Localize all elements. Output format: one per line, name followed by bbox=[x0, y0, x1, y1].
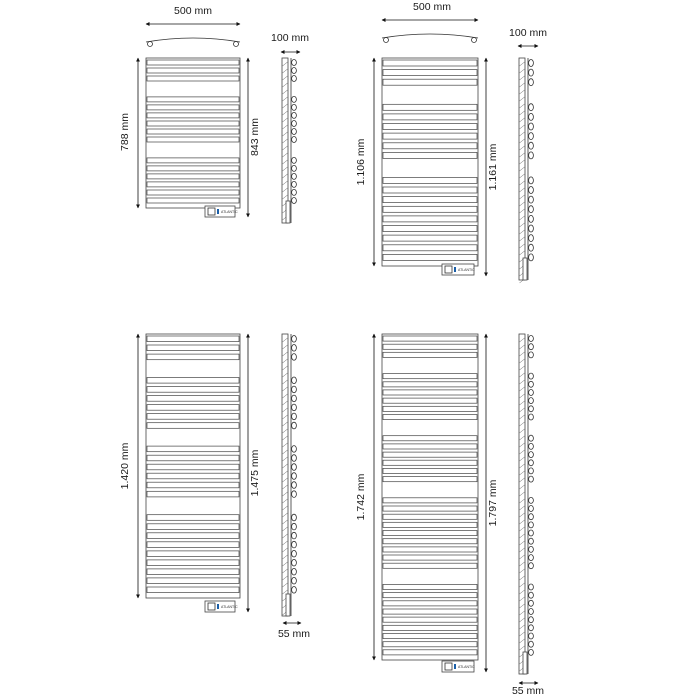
diagram-4 bbox=[355, 334, 544, 697]
d1-height-label: 788 mm bbox=[119, 113, 131, 151]
d2-top-rail bbox=[382, 34, 478, 38]
towel-bar bbox=[147, 198, 239, 203]
d1-side-view bbox=[282, 58, 296, 223]
side-bar-profile bbox=[529, 206, 534, 213]
towel-bar bbox=[147, 68, 239, 73]
side-bar-profile bbox=[292, 60, 297, 66]
diagram-3 bbox=[119, 334, 310, 640]
towel-bar bbox=[383, 197, 477, 203]
side-bar-profile bbox=[292, 354, 297, 361]
towel-bar bbox=[147, 121, 239, 126]
side-bar-profile bbox=[292, 550, 297, 557]
towel-bar bbox=[147, 137, 239, 142]
d2-total-height-label: 1.161 mm bbox=[487, 143, 499, 191]
side-bar-profile bbox=[529, 497, 534, 503]
side-bar-profile bbox=[529, 530, 534, 536]
towel-bar bbox=[383, 216, 477, 222]
towel-bar bbox=[383, 539, 477, 544]
side-bar-profile bbox=[529, 104, 534, 111]
towel-bar bbox=[383, 398, 477, 403]
side-bar-profile bbox=[292, 173, 297, 179]
side-bar-profile bbox=[529, 649, 534, 655]
d1-width-label: 500 mm bbox=[174, 5, 212, 17]
towel-bar bbox=[383, 547, 477, 552]
d2-side-view bbox=[519, 58, 533, 283]
towel-bar bbox=[383, 436, 477, 441]
towel-bar bbox=[383, 642, 477, 647]
side-bar-profile bbox=[292, 523, 297, 530]
side-bar-profile bbox=[292, 455, 297, 462]
side-bar-profile bbox=[292, 104, 297, 110]
side-bar-profile bbox=[292, 121, 297, 127]
side-bar-profile bbox=[292, 532, 297, 539]
towel-bar bbox=[147, 387, 239, 393]
towel-bar bbox=[383, 226, 477, 232]
side-bar-profile bbox=[529, 563, 534, 569]
side-bar-profile bbox=[529, 225, 534, 232]
side-bar-profile bbox=[292, 386, 297, 393]
d1-bracket-left bbox=[148, 42, 153, 47]
towel-bar bbox=[383, 114, 477, 120]
towel-bar bbox=[383, 344, 477, 349]
side-bar-profile bbox=[292, 198, 297, 204]
towel-bar bbox=[147, 464, 239, 470]
towel-bar bbox=[147, 166, 239, 171]
side-bar-profile bbox=[529, 69, 534, 76]
d4-bottom-label: 55 mm bbox=[511, 685, 545, 697]
side-bar-profile bbox=[529, 244, 534, 251]
towel-bar bbox=[147, 174, 239, 179]
side-bar-profile bbox=[292, 189, 297, 195]
side-bar-profile bbox=[292, 446, 297, 453]
towel-bar bbox=[147, 76, 239, 81]
towel-bar bbox=[147, 190, 239, 195]
towel-bar bbox=[383, 563, 477, 568]
side-bar-profile bbox=[529, 443, 534, 449]
towel-bar bbox=[147, 515, 239, 521]
towel-bar bbox=[147, 414, 239, 420]
d2-bracket-left bbox=[384, 38, 389, 43]
side-bar-profile bbox=[529, 177, 534, 184]
side-bar-profile bbox=[529, 460, 534, 466]
side-bar-profile bbox=[292, 68, 297, 74]
towel-bar bbox=[383, 601, 477, 606]
side-bar-profile bbox=[529, 584, 534, 590]
side-bar-profile bbox=[529, 133, 534, 140]
side-bar-profile bbox=[529, 506, 534, 512]
towel-bar bbox=[383, 593, 477, 598]
side-bar-profile bbox=[529, 187, 534, 194]
towel-bar bbox=[383, 133, 477, 139]
towel-bar bbox=[147, 455, 239, 461]
towel-bar bbox=[147, 533, 239, 539]
towel-bar bbox=[147, 182, 239, 187]
towel-bar bbox=[383, 584, 477, 589]
d2-control-box bbox=[442, 264, 475, 275]
towel-bar bbox=[383, 70, 477, 76]
towel-bar bbox=[383, 415, 477, 420]
d3-side-view bbox=[282, 334, 296, 616]
towel-bar bbox=[383, 390, 477, 395]
towel-bar bbox=[147, 396, 239, 402]
side-bar-profile bbox=[529, 641, 534, 647]
side-bar-profile bbox=[529, 344, 534, 350]
towel-bar bbox=[383, 555, 477, 560]
side-bar-profile bbox=[292, 404, 297, 411]
d2-control-text: ATLANTIC bbox=[458, 268, 475, 272]
side-bar-profile bbox=[529, 215, 534, 222]
towel-bar bbox=[147, 524, 239, 530]
side-bar-profile bbox=[292, 473, 297, 480]
side-bar-profile bbox=[292, 181, 297, 187]
side-bar-profile bbox=[529, 196, 534, 203]
towel-bar bbox=[383, 522, 477, 527]
d2-depth-label: 100 mm bbox=[509, 27, 547, 39]
side-bar-profile bbox=[529, 538, 534, 544]
towel-bar bbox=[147, 587, 239, 593]
side-bar-profile bbox=[292, 587, 297, 594]
d2-height-label: 1.106 mm bbox=[355, 138, 367, 186]
towel-bar bbox=[147, 551, 239, 557]
side-bar-profile bbox=[292, 377, 297, 384]
side-bar-profile bbox=[292, 157, 297, 163]
towel-bar bbox=[147, 578, 239, 584]
towel-bar bbox=[383, 531, 477, 536]
side-bar-profile bbox=[292, 413, 297, 420]
towel-bar bbox=[383, 609, 477, 614]
side-bar-profile bbox=[292, 345, 297, 352]
side-bar-profile bbox=[292, 577, 297, 584]
towel-bar bbox=[383, 254, 477, 260]
d4-total-height-label: 1.797 mm bbox=[487, 479, 499, 527]
side-bar-profile bbox=[529, 390, 534, 396]
towel-bar bbox=[147, 105, 239, 110]
side-bar-profile bbox=[529, 336, 534, 342]
towel-bar bbox=[147, 482, 239, 488]
d4-height-label: 1.742 mm bbox=[355, 473, 367, 521]
side-bar-profile bbox=[292, 96, 297, 102]
towel-bar bbox=[147, 423, 239, 429]
towel-bar bbox=[383, 187, 477, 193]
towel-bar bbox=[147, 569, 239, 575]
side-bar-profile bbox=[529, 398, 534, 404]
d1-top-rail bbox=[146, 38, 240, 42]
side-bar-profile bbox=[529, 352, 534, 358]
towel-bar bbox=[147, 542, 239, 548]
towel-bar bbox=[383, 352, 477, 357]
side-bar-profile bbox=[529, 476, 534, 482]
side-bar-profile bbox=[529, 555, 534, 561]
side-bar-profile bbox=[529, 435, 534, 441]
d2-bracket-right bbox=[472, 38, 477, 43]
towel-bar bbox=[383, 650, 477, 655]
d3-total-height-label: 1.475 mm bbox=[249, 449, 261, 497]
side-bar-profile bbox=[529, 522, 534, 528]
d1-control-text: ATLANTIC bbox=[221, 210, 238, 214]
d1-bracket-right bbox=[234, 42, 239, 47]
side-bar-profile bbox=[292, 76, 297, 82]
side-bar-profile bbox=[529, 235, 534, 242]
d4-control-text: ATLANTIC bbox=[458, 665, 475, 669]
towel-bar bbox=[147, 97, 239, 102]
towel-bar bbox=[383, 79, 477, 85]
towel-bar bbox=[383, 477, 477, 482]
d3-control-text: ATLANTIC bbox=[221, 605, 238, 609]
towel-bar bbox=[147, 158, 239, 163]
towel-bar bbox=[383, 374, 477, 379]
d3-control-box bbox=[205, 601, 238, 612]
side-bar-profile bbox=[529, 625, 534, 631]
side-bar-profile bbox=[529, 414, 534, 420]
towel-bar bbox=[383, 617, 477, 622]
side-bar-profile bbox=[529, 514, 534, 520]
towel-bar bbox=[383, 177, 477, 183]
diagram-2 bbox=[355, 1, 547, 283]
side-bar-profile bbox=[292, 165, 297, 171]
towel-bar bbox=[147, 113, 239, 118]
side-bar-profile bbox=[529, 79, 534, 86]
towel-bar bbox=[383, 124, 477, 130]
towel-bar bbox=[383, 143, 477, 149]
towel-bar bbox=[383, 245, 477, 251]
side-bar-profile bbox=[292, 336, 297, 343]
towel-bar bbox=[147, 336, 239, 342]
side-bar-profile bbox=[292, 464, 297, 471]
side-bar-profile bbox=[529, 633, 534, 639]
towel-bar bbox=[147, 491, 239, 497]
towel-bar bbox=[147, 405, 239, 411]
side-bar-profile bbox=[292, 137, 297, 143]
d4-side-view bbox=[519, 334, 533, 674]
side-bar-profile bbox=[529, 254, 534, 261]
d1-total-height-label: 843 mm bbox=[249, 118, 261, 156]
towel-bar bbox=[383, 235, 477, 241]
side-bar-profile bbox=[529, 546, 534, 552]
side-bar-profile bbox=[529, 468, 534, 474]
side-bar-profile bbox=[292, 491, 297, 498]
towel-bar bbox=[383, 382, 477, 387]
towel-bar bbox=[383, 514, 477, 519]
towel-bar bbox=[383, 206, 477, 212]
side-bar-profile bbox=[292, 422, 297, 429]
towel-bar bbox=[147, 60, 239, 65]
d3-height-label: 1.420 mm bbox=[119, 442, 131, 490]
d1-control-box bbox=[205, 206, 238, 217]
diagram-1 bbox=[119, 5, 309, 223]
side-bar-profile bbox=[292, 541, 297, 548]
side-bar-profile bbox=[292, 482, 297, 489]
side-bar-profile bbox=[292, 129, 297, 135]
towel-bar bbox=[147, 378, 239, 384]
side-bar-profile bbox=[529, 617, 534, 623]
d1-depth-label: 100 mm bbox=[271, 32, 309, 44]
d4-control-box bbox=[442, 661, 475, 672]
side-bar-profile bbox=[292, 112, 297, 118]
towel-bar bbox=[147, 129, 239, 134]
towel-bar bbox=[147, 560, 239, 566]
side-bar-profile bbox=[529, 152, 534, 159]
side-bar-profile bbox=[292, 514, 297, 521]
side-bar-profile bbox=[529, 592, 534, 598]
towel-bar bbox=[383, 634, 477, 639]
towel-bar bbox=[383, 452, 477, 457]
towel-bar bbox=[383, 60, 477, 66]
towel-bar bbox=[383, 506, 477, 511]
side-bar-profile bbox=[529, 60, 534, 67]
towel-bar bbox=[147, 446, 239, 452]
towel-bar bbox=[383, 444, 477, 449]
towel-bar bbox=[383, 406, 477, 411]
towel-bar bbox=[147, 354, 239, 360]
towel-bar bbox=[383, 104, 477, 110]
towel-bar bbox=[147, 473, 239, 479]
side-bar-profile bbox=[292, 568, 297, 575]
towel-bar bbox=[383, 468, 477, 473]
side-bar-profile bbox=[529, 123, 534, 130]
side-bar-profile bbox=[529, 381, 534, 387]
towel-bar bbox=[383, 625, 477, 630]
side-bar-profile bbox=[529, 609, 534, 615]
side-bar-profile bbox=[529, 113, 534, 120]
side-bar-profile bbox=[529, 142, 534, 149]
side-bar-profile bbox=[529, 373, 534, 379]
towel-bar bbox=[147, 345, 239, 351]
side-bar-profile bbox=[292, 559, 297, 566]
side-bar-profile bbox=[529, 406, 534, 412]
towel-bar bbox=[383, 460, 477, 465]
towel-bar bbox=[383, 336, 477, 341]
towel-bar bbox=[383, 498, 477, 503]
d3-bottom-label: 55 mm bbox=[277, 628, 311, 640]
side-bar-profile bbox=[529, 452, 534, 458]
side-bar-profile bbox=[292, 395, 297, 402]
d2-width-label: 500 mm bbox=[413, 1, 451, 13]
side-bar-profile bbox=[529, 600, 534, 606]
towel-bar bbox=[383, 152, 477, 158]
